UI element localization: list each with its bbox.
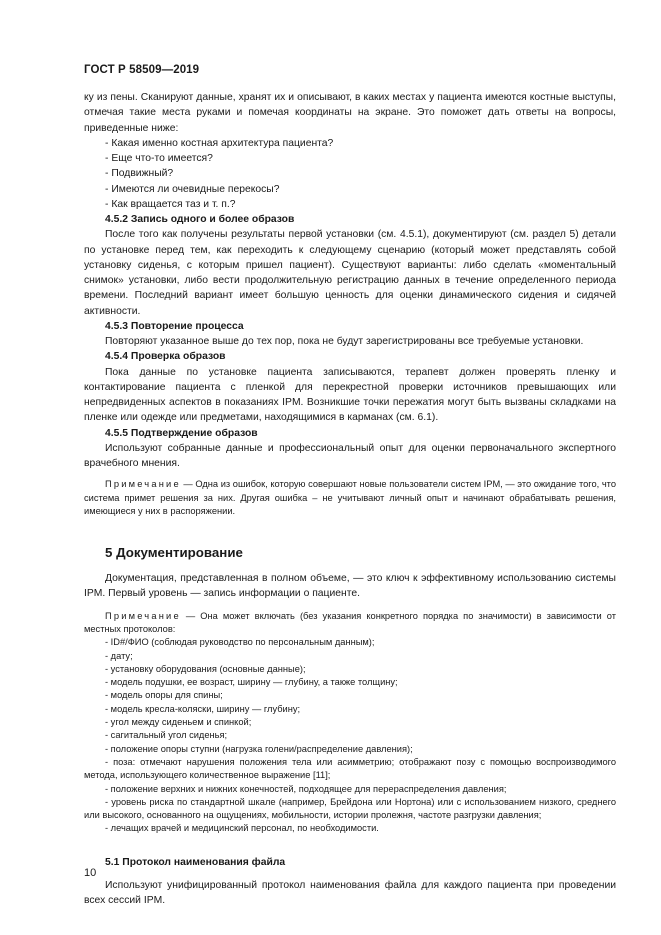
list-item: - установку оборудования (основные данные);: [105, 663, 306, 674]
list-item: - модель подушки, ее возраст, ширину — глубину, а также толщину;: [105, 677, 398, 688]
note-text: — Одна из ошибок, которую совершают новые пользователи систем IPM, — это ожидание того, что система примет решения за них. Другая ошибка – не учитывают личный опыт и начинают обрабатывать решения, имеющиеся у них в распоряжении.: [84, 479, 616, 516]
list-item: - Еще что-то имеется?: [105, 153, 213, 164]
list-item: - модель кресла-коляски, ширину — глубину;: [105, 703, 301, 714]
list-item: - сагитальный угол сиденья;: [105, 730, 228, 741]
note-label: Примечание: [105, 610, 181, 621]
list-item: - Как вращается таз и т. п.?: [105, 198, 236, 210]
list-item: - Имеются ли очевидные перекосы?: [105, 183, 280, 195]
intro-paragraph: ку из пены. Сканируют данные, хранят их и описывают, в каких местах у пациента имеются костные выступы, отмечая такие места руками и помечая координаты на экране. Это поможет дать ответы на вопросы, приведенные ниже:: [84, 92, 616, 134]
documentation-list: [84, 636, 616, 835]
section-heading-4-5-5: 4.5.5 Подтверждение образов: [105, 427, 258, 439]
note-paragraph: [84, 478, 616, 518]
section-heading-4-5-3: 4.5.3 Повторение процесса: [105, 320, 244, 332]
section-text-4-5-4: Пока данные по установке пациента записываются, терапевт должен проверять пленку и контактирование пациента с пленкой для перекрестной проверки источников превышающих или непредвиденных аспектов в показаниях IPM. Возникшие точки пережатия могут быть вызваны складками на пленке или одежде или предметами, находящимися в карманах (см. 6.1).: [84, 366, 616, 424]
note-text: — Она может включать (без указания конкретного порядка по значимости) в зависимости от местных протоколов:: [84, 610, 616, 634]
list-item: - положение верхних и нижних конечностей, подходящее для перераспределения давления;: [105, 783, 507, 794]
section-text-4-5-2: После того как получены результаты первой установки (см. 4.5.1), документируют (см. раздел 5) детали по установке перед тем, как переходить к следующему сценарию (который может представлять собой установку сиденья, с которым пришел пациент). Существуют варианты: либо сделать «моментальный снимок» установки, либо вести продолжительную регистрацию данных в течение определенного периода времени. Последний вариант имеет большую ценность для оценки динамического сидения и сидячей активности.: [84, 229, 616, 317]
list-item: - Какая именно костная архитектура пациента?: [105, 137, 334, 149]
section-heading-5: 5 Документирование: [105, 545, 243, 561]
list-item: - поза: отмечают нарушения положения тела или асимметрию; отображают позу с помощью воспроизводимого метода, использующего количественное выражение [11];: [84, 756, 616, 781]
page-number: 10: [84, 867, 97, 879]
note-paragraph: [84, 610, 616, 637]
section-text-5-1: Используют унифицированный протокол наименования файла для каждого пациента при проведении всех сессий IPM.: [84, 879, 616, 906]
list-item: - ID#/ФИО (соблюдая руководство по персональным данным);: [105, 637, 375, 648]
list-item: - дату;: [105, 650, 133, 661]
list-item: - положение опоры ступни (нагрузка голени/распределение давления);: [105, 743, 413, 754]
section-heading-4-5-2: 4.5.2 Запись одного и более образов: [105, 214, 295, 225]
page-content: [84, 90, 616, 908]
section-heading-5-1: 5.1 Протокол наименования файла: [105, 856, 286, 868]
section-heading-4-5-4: 4.5.4 Проверка образов: [105, 351, 226, 363]
section-text-4-5-3: Повторяют указанное выше до тех пор, пока не будут зарегистрированы все требуемые установки.: [105, 336, 584, 347]
question-list: [84, 136, 616, 212]
list-item: - модель опоры для спины;: [105, 690, 223, 701]
list-item: - Подвижный?: [105, 168, 174, 180]
list-item: - лечащих врачей и медицинский персонал, по необходимости.: [105, 823, 379, 834]
list-item: - угол между сиденьем и спинкой;: [105, 717, 252, 728]
document-header: ГОСТ Р 58509—2019: [84, 64, 200, 76]
note-label: Примечание: [105, 479, 181, 490]
section-text-5: Документация, представленная в полном объеме, — это ключ к эффективному использованию системы IPM. Первый уровень — запись информации о пациенте.: [84, 573, 616, 600]
list-item: - уровень риска по стандартной шкале (например, Брейдона или Нортона) или с использованием низкого, среднего или высокого, основанного на ощущениях, мобильности, истории пролежня, частоте разгрузки давления;: [84, 796, 616, 821]
section-text-4-5-5: Используют собранные данные и профессиональный опыт для оценки первоначального экспертного врачебного мнения.: [84, 442, 616, 469]
